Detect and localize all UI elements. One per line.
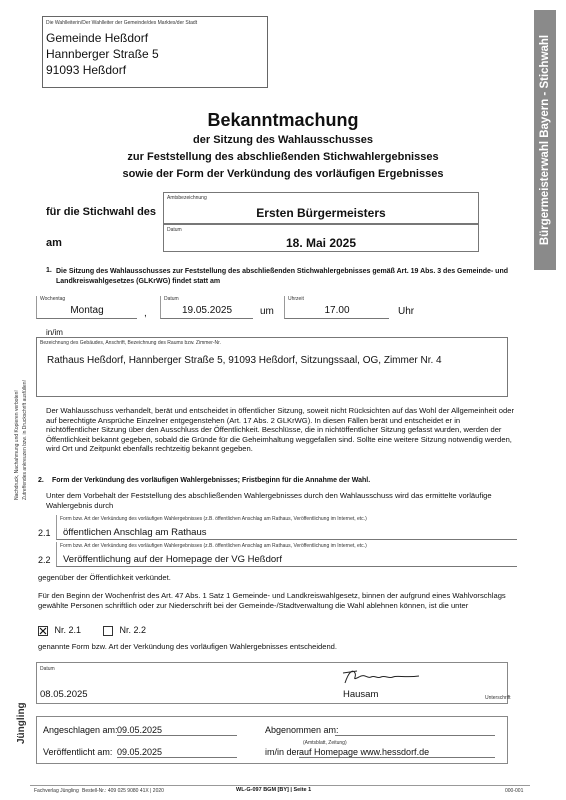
office-field[interactable]: Amtsbezeichnung Ersten Bürgermeisters <box>163 192 479 224</box>
address-block <box>46 30 159 78</box>
checkbox-2-1[interactable]: Nr. 2.1 <box>38 625 81 636</box>
handwritten-signature <box>335 665 425 689</box>
published-date-field[interactable]: 09.05.2025 <box>117 747 237 758</box>
fill-notice: Zutreffendes ankreuzen bzw. in Druckschrift ausfüllen! <box>22 380 28 500</box>
checkbox-2-2[interactable]: Nr. 2.2 <box>103 625 146 636</box>
posted-date-field[interactable]: 09.05.2025 <box>117 725 237 736</box>
footer-divider <box>30 785 530 786</box>
option2-field[interactable]: Form bzw. Art der Verkündung des vorläufigen Wahlergebnisses (z.B. öffentlichen Anschlag am Rathaus, Veröffentlichung im Internet, etc.) Veröffentlichung auf der Homepage der VG Heßdorf <box>56 542 517 567</box>
address-line: 91093 Heßdorf <box>46 63 127 77</box>
option1-number: 2.1 <box>38 528 51 538</box>
section1-number: 1. <box>46 267 52 274</box>
closing-text: genannte Form bzw. Art der Verkündung des vorläufigen Wahlergebnisses entscheidend. <box>38 642 338 651</box>
subtitle: der Sitzung des Wahlausschusses zur Feststellung des abschließenden Stichwahlergebnisses sowie der Form der Verkündung des vorläufigen Ergebnisses <box>122 134 444 180</box>
option2-number: 2.2 <box>38 555 51 565</box>
section1-heading: Die Sitzung des Wahlausschusses zur Feststellung des abschließenden Stichwahlergebnisses gemäß Art. 19 Abs. 3 des Gemeinde- und Landkreiswahlgesetzes (GLKrWG) findet statt am <box>56 268 509 285</box>
sender-caption: Die Wahlleiterin/Der Wahlleiter der Gemeinde/des Marktes/der Stadt <box>46 20 198 26</box>
meeting-time-field[interactable]: Uhrzeit 17.00 <box>284 296 389 319</box>
signature-date[interactable]: 08.05.2025 <box>40 689 88 700</box>
after-options: gegenüber der Öffentlichkeit verkündet. <box>38 573 171 582</box>
address-line: Hannberger Straße 5 <box>46 47 159 61</box>
deadline-text: Für den Beginn der Wochenfrist des Art. 47 Abs. 1 Satz 1 Gemeinde- und Landkreiswahlgesetz, binnen der aufgrund eines Wahlvorschlags gewählte Personen schriftlich oder zur Niederschrift bei der Gemeinde-/Stadtverwaltung die Wahl ablehnen können, ist die unter <box>38 591 506 610</box>
copy-notice: Nachdruck, Nachahmung und Kopieren verboten! <box>14 390 20 500</box>
signature-place: Hausam <box>343 689 379 700</box>
label-in: in/im <box>46 328 63 337</box>
checkbox-checked-icon[interactable] <box>38 626 48 636</box>
footer-code: 000-001 <box>505 788 524 794</box>
brand-logo: Jüngling <box>16 702 27 744</box>
section2-heading: Form der Verkündung des vorläufigen Wahlergebnisses; Fristbeginn für die Annahme der Wahl. <box>52 477 371 484</box>
section2-intro: Unter dem Vorbehalt der Feststellung des abschließenden Wahlergebnisses durch den Wahlausschuss wird das ermittelte vorläufige Wahlergebnis durch <box>46 491 492 510</box>
gazette-field[interactable]: auf Homepage www.hessdorf.de <box>299 747 495 758</box>
label-for-election: für die Stichwahl des <box>46 206 157 218</box>
address-line: Gemeinde Heßdorf <box>46 31 149 45</box>
label-um: um <box>260 306 274 317</box>
posting-block: Angeschlagen am: 09.05.2025 Veröffentlicht am: 09.05.2025 Abgenommen am: (Amtsblatt, Zeitung) im/in der auf Homepage www.hessdorf.de <box>36 716 508 764</box>
sidebar-label: Bürgermeisterwahl Bayern - Stichwahl <box>534 10 556 270</box>
page-title: Bekanntmachung <box>207 110 359 130</box>
label-on: am <box>46 237 62 249</box>
location-field[interactable]: Bezeichnung des Gebäudes, Anschrift, Bezeichnung des Raums bzw. Zimmer-Nr. Rathaus Heßdorf, Hannberger Straße 5, 91093 Heßdorf, Sitzungssaal, OG, Zimmer Nr. 4 <box>36 337 508 397</box>
weekday-field[interactable]: Wochentag Montag <box>36 296 137 319</box>
option1-field[interactable]: Form bzw. Art der Verkündung des vorläufigen Wahlergebnisses (z.B. öffentlichen Anschlag am Rathaus, Veröffentlichung im Internet, etc.) öffentlichen Anschlag am Rathaus <box>56 515 517 540</box>
footer-publisher: Fachverlag Jüngling <box>34 788 79 794</box>
footer-order: Bestell-Nr.: 409 025 9080 41X | 2020 <box>82 788 164 794</box>
signature-block: Datum 08.05.2025 Hausam Unterschrift <box>36 662 508 704</box>
removed-date-field[interactable] <box>335 725 495 736</box>
section1-paragraph: Der Wahlausschuss verhandelt, berät und entscheidet in öffentlicher Sitzung, soweit nicht Rücksichten auf das Wohl der Allgemeinheit oder auf berechtigte Ansprüche Einzelner entgegenstehen (Art. 17 Abs. 2 GLKrWG). In diesen Fällen berät und entscheidet er in nichtöffentlicher Sitzung über den Ausschluss der Öffentlichkeit. Beschlüsse, die in nichtöffentlicher Sitzung gefasst wurden, werden der Öffentlichkeit bekannt gegeben, sobald die Gründe für die Geheimhaltung weggefallen sind. Sollte eine weitere Sitzung notwendig werden, wird Ort und Zeitpunkt ebenfalls rechtzeitig bekannt gegeben. <box>46 406 514 454</box>
checkbox-empty-icon[interactable] <box>103 626 113 636</box>
election-date-field[interactable]: Datum 18. Mai 2025 <box>163 224 479 252</box>
section2-number: 2. <box>38 477 44 484</box>
label-uhr: Uhr <box>398 306 415 317</box>
footer-form-id: WL-G-097 BGM [BY] | Seite 1 <box>236 787 312 793</box>
meeting-date-field[interactable]: Datum 19.05.2025 <box>160 296 253 319</box>
